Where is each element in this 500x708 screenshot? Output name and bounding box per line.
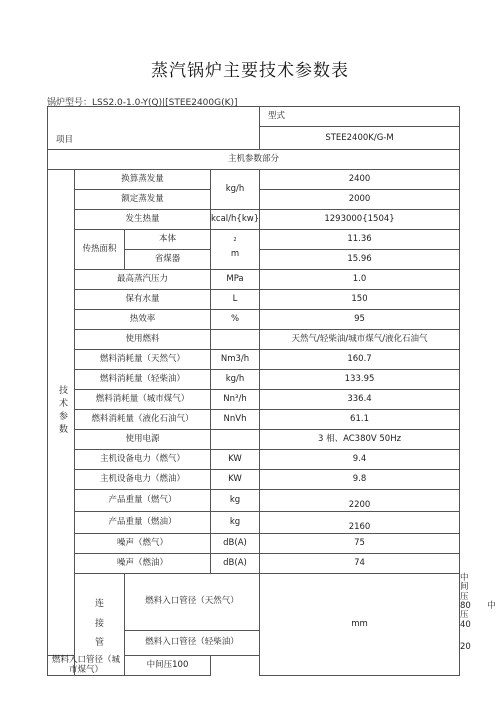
section-main-label: 主机参数部分 (48, 150, 460, 170)
table-row (48, 270, 460, 290)
boiler-model-line: 锅炉型号：LSS2.0-1.0-Y(Q)|[STEE2400G(K)] (47, 98, 238, 108)
row-name: 燃料消耗量（液化石油气） (75, 410, 211, 430)
table-row (48, 310, 460, 330)
spec-table (47, 106, 496, 676)
row-unit (211, 330, 260, 350)
row-name: 换算蒸发量 (75, 170, 211, 190)
table-row (48, 330, 460, 350)
row-value: 11.36 (260, 230, 460, 250)
table-row (48, 512, 460, 534)
table-row (48, 390, 460, 410)
header-row-type (48, 107, 460, 127)
row-name: 燃料入口管径（天然气） (125, 574, 260, 631)
row-name: 保有水量 (75, 290, 211, 310)
group-main-label: 技术参数 (56, 384, 67, 437)
row-name: 额定蒸发量 (75, 190, 211, 210)
header-type-value: STEE2400K/G-M (260, 127, 460, 150)
row-unit: MPa (211, 270, 260, 290)
row-value: 2160 (260, 512, 460, 534)
row-value: 75 (260, 534, 460, 554)
row-unit: KW (211, 470, 260, 490)
row-unit: NnVh (211, 410, 260, 430)
row-unit: mm (260, 574, 460, 676)
table-row (48, 370, 460, 390)
header-type-label: 型式 (260, 107, 460, 127)
row-group-name: 传热面积 (75, 230, 125, 270)
row-value: 74 (260, 554, 460, 574)
row-value: 9.8 (260, 470, 460, 490)
row-unit: kcal/h{kw} (211, 210, 260, 230)
row-name: 使用燃料 (75, 330, 211, 350)
table-row (48, 170, 460, 190)
row-name: 燃料消耗量（轻柴油） (75, 370, 211, 390)
row-name: 产品重量（燃气） (75, 490, 211, 512)
row-name: 燃料入口管径（轻柴油） (125, 631, 260, 656)
row-value: 95 (260, 310, 460, 330)
row-unit: Nn³/h (211, 390, 260, 410)
table-row (48, 350, 460, 370)
row-value: 2400 (260, 170, 460, 190)
table-row (48, 450, 460, 470)
row-unit: kg (211, 490, 260, 512)
table-row (48, 534, 460, 554)
row-unit: kg (211, 512, 260, 534)
row-value: 中间压100 (125, 656, 211, 676)
row-unit: dB(A) (211, 554, 260, 574)
row-value: 9.4 (260, 450, 460, 470)
page-title: 蒸汽锅炉主要技术参数表 (151, 61, 349, 81)
row-name: 燃料消耗量（天然气） (75, 350, 211, 370)
row-value: 133.95 (260, 370, 460, 390)
row-value: 1.0 (260, 270, 460, 290)
row-name: 主机设备电力（燃油） (75, 470, 211, 490)
row-name: 噪声（燃油） (75, 554, 211, 574)
table-row: 连 接 管 燃料入口管径（天然气） mm 中间压80 中压40 (48, 574, 460, 631)
row-sub-name: 省煤器 (125, 250, 211, 270)
row-name: 使用电源 (75, 430, 211, 450)
table-row (48, 490, 460, 512)
table-row (48, 470, 460, 490)
group-conn-char: 连 (94, 598, 104, 609)
row-name: 发生热量 (75, 210, 211, 230)
table-row (48, 210, 460, 230)
row-name: 最高蒸汽压力 (75, 270, 211, 290)
row-unit: $^2$ m (211, 230, 260, 270)
row-value: 3 相、AC380V 50Hz (260, 430, 460, 450)
table-row (48, 230, 460, 250)
row-value: 336.4 (260, 390, 460, 410)
row-name: 燃料消耗量（城市煤气） (75, 390, 211, 410)
row-value: 15.96 (260, 250, 460, 270)
group-conn-char: 管 (94, 638, 104, 649)
table-row (48, 410, 460, 430)
row-value: 160.7 (260, 350, 460, 370)
table-row (48, 430, 460, 450)
row-unit: KW (211, 450, 260, 470)
row-name: 噪声（燃气） (75, 534, 211, 554)
row-unit (211, 430, 260, 450)
row-unit: Nm3/h (211, 350, 260, 370)
row-value: 天然气/轻柴油/城市煤气/液化石油气 (260, 330, 460, 350)
row-value: 2000 (260, 190, 460, 210)
row-unit: dB(A) (211, 534, 260, 554)
row-value: 150 (260, 290, 460, 310)
row-value: 2200 (260, 490, 460, 512)
row-unit: kg/h (211, 370, 260, 390)
table-row (48, 290, 460, 310)
row-unit: L (211, 290, 260, 310)
row-name: 燃料入口管径（城市煤气） (48, 656, 125, 676)
row-sub-name: 本体 (125, 230, 211, 250)
section-row (48, 150, 460, 170)
row-unit: kg/h (211, 170, 260, 210)
table-row: 燃料入口管径（轻柴油） 20 (48, 631, 460, 656)
row-value: 1293000{1504} (260, 210, 460, 230)
row-name: 热效率 (75, 310, 211, 330)
table-row (48, 554, 460, 574)
row-name: 产品重量（燃油） (75, 512, 211, 534)
row-value: 61.1 (260, 410, 460, 430)
group-main-cell (48, 170, 75, 656)
row-unit: % (211, 310, 260, 330)
group-conn-char: 接 (94, 618, 104, 629)
row-name: 主机设备电力（燃气） (75, 450, 211, 470)
header-item-label: 项目 (48, 107, 260, 150)
